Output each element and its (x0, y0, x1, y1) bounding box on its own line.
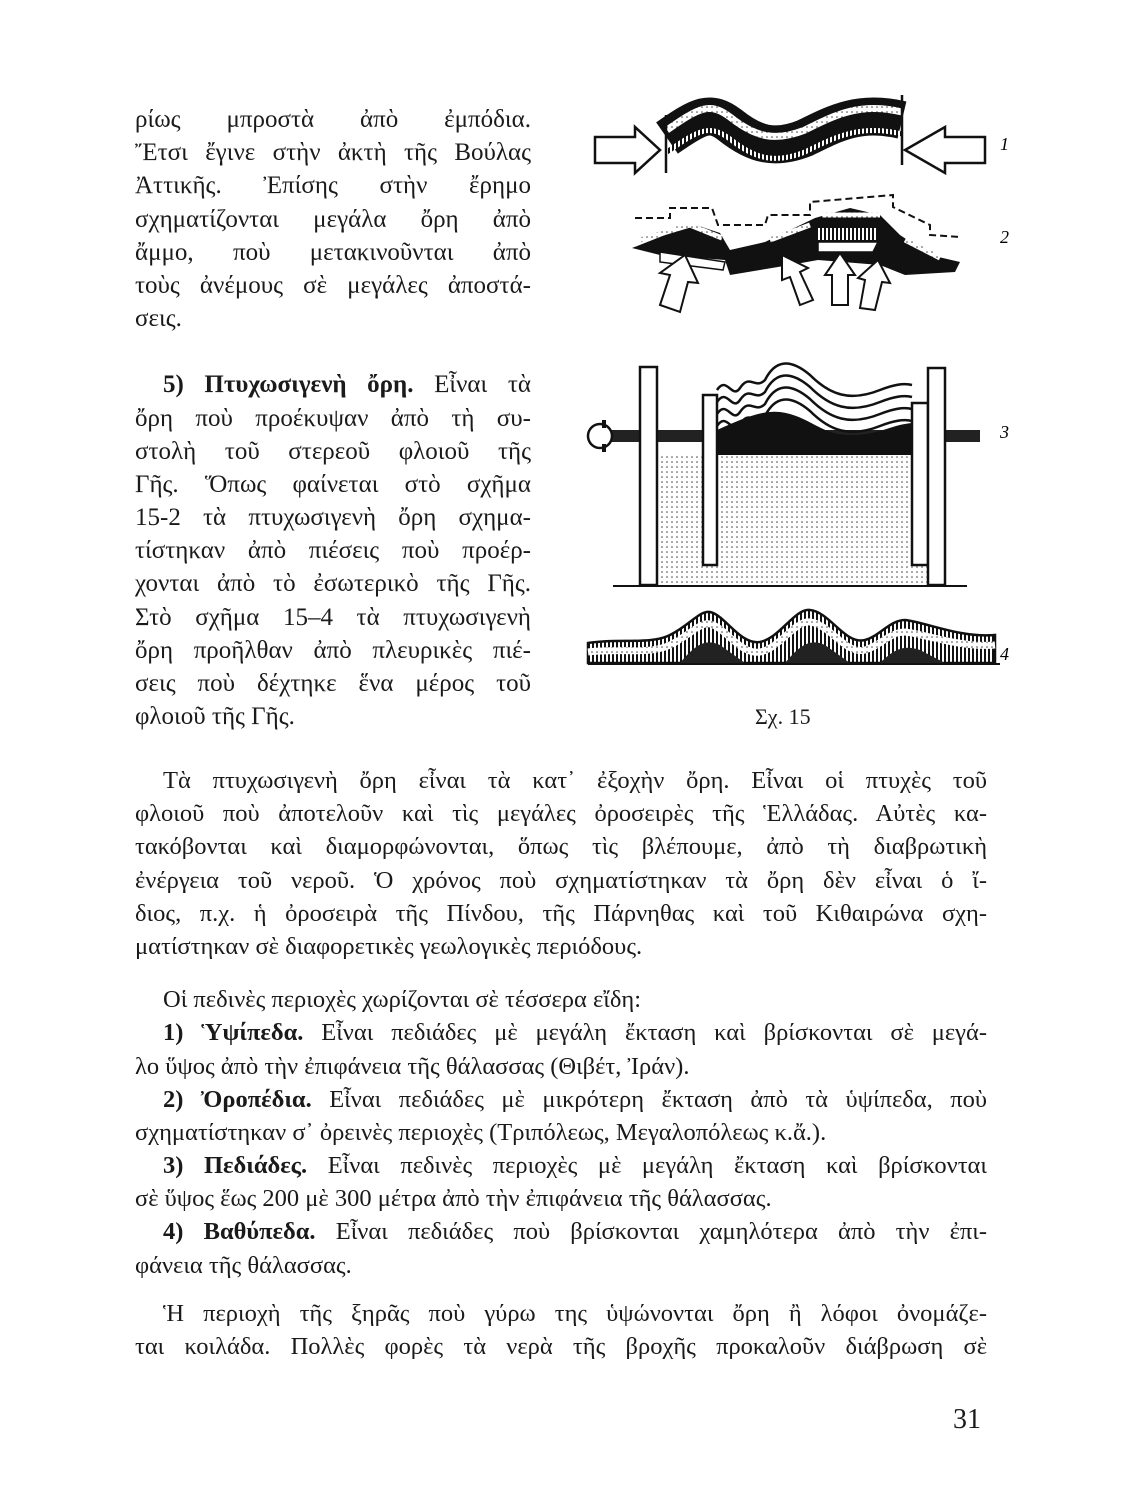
arrow-left-icon (905, 127, 985, 173)
figure-label-4: 4 (1000, 644, 1009, 664)
text-line (135, 435, 531, 468)
text-line (135, 1249, 987, 1282)
line-text: ματίστηκαν σὲ διαφορετικὲς γεωλογικὲς περιόδους. (135, 932, 643, 960)
line-text: διος, π.χ. ἡ ὀροσειρὰ τῆς Πίνδου, τῆς Πάρνηθας καὶ τοῦ Κιθαιρώνα σχη- (135, 899, 987, 927)
line-text: Ἀττικῆς. Ἐπίσης στὴν ἔρημο (135, 172, 531, 200)
panel-1-lateral-compression (595, 95, 985, 173)
line-text: Εἶναι τὰ (413, 371, 531, 399)
figure-caption: Σχ. 15 (755, 704, 811, 729)
line-text: φλοιοῦ τῆς Γῆς. (135, 703, 295, 731)
text-line (135, 302, 531, 335)
line-text: Στὸ σχῆμα 15–4 τὰ πτυχωσιγενὴ (135, 603, 531, 631)
text-line (135, 169, 531, 202)
text-line (135, 1297, 987, 1330)
page-number: 31 (953, 1404, 981, 1435)
text-line (135, 864, 987, 897)
panel-4-folded-strata (588, 610, 1000, 664)
panel-2-vertical-uplift (632, 195, 960, 312)
line-text: ρίως μπροστὰ ἀπὸ ἐμπόδια. (135, 106, 531, 133)
text-line (135, 634, 531, 667)
line-text: σχηματίζονται μεγάλα ὄρη ἀπὸ (135, 205, 531, 233)
text-line (135, 797, 987, 830)
line-text: Εἶναι πεδιάδες ποὺ βρίσκονται χαμηλότερα ἀπὸ τὴν ἐπι- (315, 1218, 987, 1246)
text-line (135, 700, 531, 733)
text-line (135, 501, 531, 534)
left-column-text (135, 103, 531, 733)
text-line (135, 667, 531, 700)
line-text: τίστηκαν ἀπὸ πιέσεις ποὺ προέρ- (135, 537, 531, 565)
bold-term: 3) Πεδιάδες. (163, 1152, 308, 1180)
bold-term: 2) Ὀροπέδια. (163, 1085, 312, 1113)
line-text: Εἶναι πεδιάδες μὲ μεγάλη ἔκταση καὶ βρίσκονται σὲ μεγά- (303, 1019, 987, 1047)
line-text: Εἶναι πεδινὲς περιοχὲς μὲ μεγάλη ἔκταση καὶ βρίσκονται (307, 1152, 987, 1180)
line-text: σεις. (135, 305, 182, 333)
line-text: σχηματίστηκαν σ᾽ ὀρεινὲς περιοχὲς (Τριπόλεως, Μεγαλοπόλεως κ.ἄ.). (135, 1118, 827, 1146)
bold-term: 1) Ὑψίπεδα. (163, 1019, 304, 1047)
line-text: χονται ἀπὸ τὸ ἐσωτερικὸ τῆς Γῆς. (135, 570, 531, 598)
text-line (135, 1330, 987, 1363)
text-line (135, 764, 987, 797)
arrow-right-icon (595, 127, 660, 173)
line-text: τοὺς ἀνέμους σὲ μεγάλες ἀποστά- (135, 271, 531, 299)
line-text: λο ὕψος ἀπὸ τὴν ἐπιφάνεια τῆς θάλασσας (Θιβέτ, Ἰράν). (135, 1052, 690, 1080)
text-line (135, 1116, 987, 1149)
line-text: Ἔτσι ἔγινε στὴν ἀκτὴ τῆς Βούλας (135, 139, 531, 167)
text-line (135, 601, 531, 634)
full-width-text (135, 764, 987, 1363)
line-text: σεις ποὺ δέχτηκε ἕνα μέρος τοῦ (135, 670, 531, 697)
figure-label-1: 1 (1000, 134, 1009, 154)
text-line (135, 402, 531, 435)
text-line (135, 136, 531, 169)
line-text: Ἡ περιοχὴ τῆς ξηρᾶς ποὺ γύρω της ὑψώνονται ὄρη ἢ λόφοι ὀνομάζε- (163, 1299, 987, 1327)
panel-3-vise-experiment (588, 364, 980, 586)
line-text: Γῆς. Ὅπως φαίνεται στὸ σχῆμα (135, 470, 531, 498)
arrow-up-icon (858, 260, 890, 310)
line-text: 15-2 τὰ πτυχωσιγενὴ ὄρη σχημα- (135, 504, 531, 532)
text-line (135, 236, 531, 269)
text-line (135, 567, 531, 600)
line-text: ἄμμο, ποὺ μετακινοῦνται ἀπὸ (135, 238, 531, 266)
text-line (135, 368, 531, 401)
figure-label-2: 2 (1000, 227, 1009, 247)
line-text: Τὰ πτυχωσιγενὴ ὄρη εἶναι τὰ κατ᾽ ἐξοχὴν ὄρη. Εἶναι οἱ πτυχὲς τοῦ (163, 767, 987, 794)
line-text: ὄρη ποὺ προέκυψαν ἀπὸ τὴ συ- (135, 404, 531, 432)
text-line (135, 830, 987, 863)
line-text: φάνεια τῆς θάλασσας. (135, 1251, 352, 1279)
text-line (135, 983, 987, 1016)
text-line (135, 1149, 987, 1182)
line-text: τακόβονται καὶ διαμορφώνονται, ὅπως τὶς βλέπουμε, ἀπὸ τὴ διαβρωτικὴ (135, 833, 987, 861)
figure-fold-mountains (560, 90, 1020, 750)
text-line (135, 1083, 987, 1116)
figure-label-3: 3 (1000, 422, 1009, 442)
line-text: ἐνέργεια τοῦ νεροῦ. Ὁ χρόνος ποὺ σχηματίστηκαν τὰ ὄρη δὲν εἶναι ὁ ἴ- (135, 866, 987, 894)
text-line (135, 269, 531, 302)
arrow-up-icon (782, 255, 813, 305)
line-text: Οἱ πεδινὲς περιοχὲς χωρίζονται σὲ τέσσερα εἴδη: (163, 986, 642, 1014)
bold-term: 5) Πτυχωσιγενὴ ὄρη. (163, 371, 414, 399)
line-text: ται κοιλάδα. Πολλὲς φορὲς τὰ νερὰ τῆς βροχῆς προκαλοῦν διάβρωση σὲ (135, 1333, 987, 1360)
text-line (135, 203, 531, 236)
text-line (135, 897, 987, 930)
text-line (135, 1215, 987, 1248)
text-line (135, 930, 987, 963)
text-line (135, 534, 531, 567)
bold-term: 4) Βαθύπεδα. (163, 1218, 316, 1246)
line-text: φλοιοῦ ποὺ ἀποτελοῦν καὶ τὶς μεγάλες ὀροσειρὲς τῆς Ἑλλάδας. Αὐτὲς κα- (135, 800, 987, 828)
line-text: στολὴ τοῦ στερεοῦ φλοιοῦ τῆς (135, 437, 531, 465)
line-text: Εἶναι πεδιάδες μὲ μικρότερη ἔκταση ἀπὸ τὰ ὑψίπεδα, ποὺ (311, 1085, 987, 1113)
text-line (135, 1050, 987, 1083)
line-text: ὄρη προῆλθαν ἀπὸ πλευρικὲς πιέ- (135, 636, 531, 664)
text-line (135, 1182, 987, 1215)
line-text: σὲ ὕψος ἕως 200 μὲ 300 μέτρα ἀπὸ τὴν ἐπιφάνεια τῆς θάλασσας. (135, 1185, 772, 1213)
text-line (135, 103, 531, 136)
text-line (135, 468, 531, 501)
text-line (135, 1016, 987, 1049)
